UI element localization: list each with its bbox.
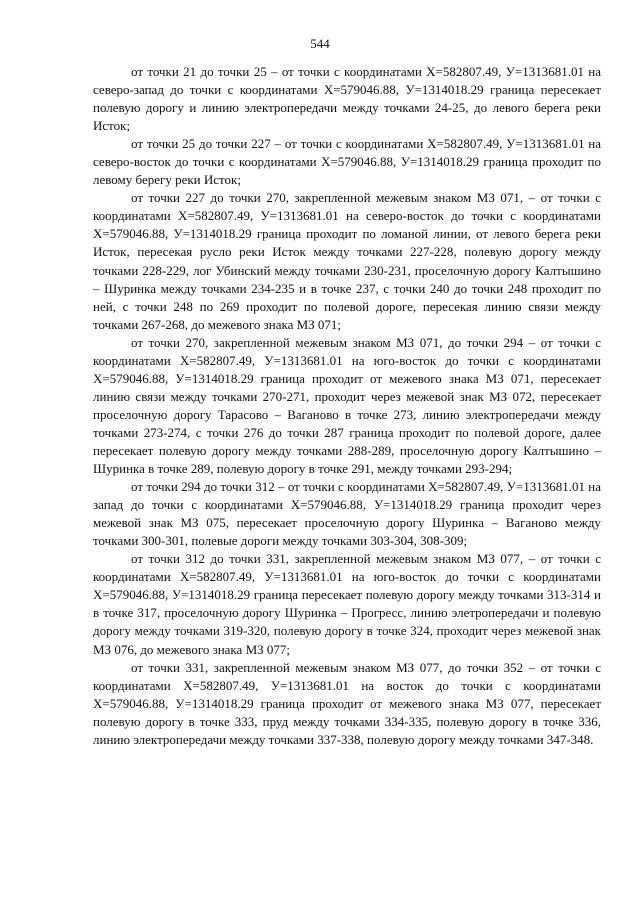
document-body (93, 63, 601, 749)
page-number: 544 (310, 36, 330, 51)
paragraph-4: от точки 270, закрепленной межевым знаком МЗ 071, до точки 294 – от точки с координатами Х=582807.49, У=1313681.01 на юго-восток до точки с координатами Х=579046.88, У=1314018.29 граница проходит от межевого знака МЗ 071, пересекает линию связи между точками 270-271, проходит через межевой знак МЗ 072, пересекает проселочную дорогу Тарасово – Ваганово в точке 273, линию электропередачи между точками 273-274, с точки 276 до точки 287 граница проходит по полевой дороге, далее пересекает полевую дорогу между точками 288-289, проселочную дорогу Калтышино – Шуринка в точке 289, полевую дорогу в точке 291, между точками 293-294; (93, 334, 601, 477)
paragraph-6: от точки 312 до точки 331, закрепленной межевым знаком МЗ 077, – от точки с координатами Х=582807.49, У=1313681.01 на юго-восток до точки с координатами Х=579046.88, У=1314018.29 граница пересекает полевую дорогу между точками 313-314 и в точке 317, проселочную дорогу Шуринка – Прогресс, линию элетропередачи и полевую дорогу между точками 319-320, полевую дорогу в точке 324, проходит через межевой знак МЗ 076, до межевого знака МЗ 077; (93, 551, 601, 657)
paragraph-5: от точки 294 до точки 312 – от точки с координатами Х=582807.49, У=1313681.01 на запад до точки с координатами Х=579046.88, У=1314018.29 граница проходит через межевой знак МЗ 075, пересекает проселочную дорогу Шуринка – Ваганово между точками 300-301, полевые дороги между точками 303-304, 308-309; (93, 479, 601, 549)
paragraph-1: от точки 21 до точки 25 – от точки с координатами Х=582807.49, У=1313681.01 на северо-запад до точки с координатами Х=579046.88, У=1314018.29 граница пересекает полевую дорогу и линию электропередачи между точками 24-25, до левого берега реки Исток; (93, 64, 601, 134)
paragraph-2: от точки 25 до точки 227 – от точки с координатами Х=582807.49, У=1313681.01 на северо-восток до точки с координатами Х=579046.88, У=1314018.29 граница проходит по левому берегу реки Исток; (93, 136, 601, 188)
paragraph-7: от точки 331, закрепленной межевым знаком МЗ 077, до точки 352 – от точки с координатами Х=582807.49, У=1313681.01 на восток до точки с координатами Х=579046.88, У=1314018.29 граница проходит от межевого знака МЗ 077, пересекает полевую дорогу в точке 333, пруд между точками 334-335, полевую дорогу в точке 336, линию электропередачи между точками 337-338, полевую дорогу между точками 347-348. (93, 659, 601, 747)
paragraph-3: от точки 227 до точки 270, закрепленной межевым знаком МЗ 071, – от точки с координатами Х=582807.49, У=1313681.01 на северо-восток до точки с координатами Х=579046.88, У=1314018.29 граница проходит по ломаной линии, от левого берега реки Исток, пересекая русло реки Исток между точками 227-228, полевую дорогу между точками 228-229, лог Убинский между точками 230-231, проселочную дорогу Калтышино – Шуринка между точками 234-235 и в точке 237, с точки 240 до точки 248 проходит по ней, с точки 248 по 269 проходит по полевой дороге, пересекая линию связи между точками 267-268, до межевого знака МЗ 071; (93, 190, 601, 332)
